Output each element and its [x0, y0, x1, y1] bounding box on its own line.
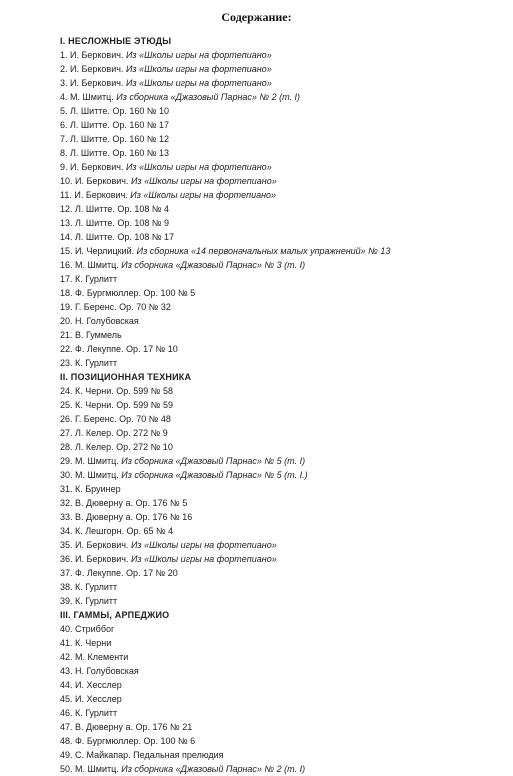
toc-entry [60, 594, 505, 608]
toc-entry-text: 8. Л. Шитте. Ор. 160 № 13 [60, 148, 170, 158]
toc-entry-text: 48. Ф. Бургмюллер. Ор. 100 № 6 [60, 736, 196, 746]
toc-entry-text: 15. И. Черлицкий. [60, 246, 137, 256]
toc-entry-text: 40. Стриббог [60, 624, 115, 634]
toc-entry-text: 43. Н. Голубовская [60, 666, 139, 676]
toc-entry [60, 580, 505, 594]
toc-entry [60, 272, 505, 286]
toc-entry-text: 11. И. Беркович. [60, 190, 131, 200]
toc-entry-text: 35. И. Беркович. [60, 540, 131, 550]
toc-entry-source: Из сборника «14 первоначальных малых упражнений» № 13 [136, 246, 391, 256]
toc-entry-text: 44. И. Хесслер [60, 680, 122, 690]
toc-entry [60, 510, 505, 524]
toc-entry [60, 748, 505, 762]
table-of-contents [60, 34, 505, 776]
toc-entry [60, 440, 505, 454]
toc-entry-text: 26. Г. Беренс. Ор. 70 № 48 [60, 414, 171, 424]
toc-entry-text: 6. Л. Шитте. Ор. 160 № 17 [60, 120, 170, 130]
toc-entry [60, 734, 505, 748]
toc-entry-source: Из «Школы игры на фортепиано» [130, 190, 277, 200]
toc-entry [60, 384, 505, 398]
toc-entry [60, 622, 505, 636]
toc-entry-text: 19. Г. Беренс. Ор. 70 № 32 [60, 302, 171, 312]
toc-entry-text: 29. М. Шмитц. [60, 456, 122, 466]
toc-entry [60, 160, 505, 174]
toc-entry [60, 496, 505, 510]
toc-entry-source: Из сборника «Джазовый Парнас» № 5 (т. I) [121, 456, 306, 466]
toc-entry-text: 21. В. Гуммель [60, 330, 122, 340]
toc-entry [60, 720, 505, 734]
toc-entry [60, 566, 505, 580]
toc-entry-text: 41. К. Черни [60, 638, 112, 648]
toc-entry-text: 7. Л. Шитте. Ор. 160 № 12 [60, 134, 170, 144]
toc-entry-text: 27. Л. Келер. Ор. 272 № 9 [60, 428, 168, 438]
toc-entry-source: Из сборника «Джазовый Парнас» № 3 (т. I) [121, 260, 306, 270]
toc-entry-text: 49. С. Майкапар. Педальная прелюдия [60, 750, 224, 760]
toc-entry [60, 636, 505, 650]
toc-entry-source: Из «Школы игры на фортепиано» [125, 64, 272, 74]
toc-entry-text: 28. Л. Келер. Ор. 272 № 10 [60, 442, 173, 452]
toc-entry [60, 90, 505, 104]
toc-entry [60, 552, 505, 566]
toc-entry [60, 342, 505, 356]
toc-entry [60, 538, 505, 552]
toc-entry-text: 13. Л. Шитте. Ор. 108 № 9 [60, 218, 170, 228]
toc-entry-source: Из «Школы игры на фортепиано» [125, 162, 272, 172]
toc-entry-text: 20. Н. Голубовская [60, 316, 139, 326]
toc-entry [60, 62, 505, 76]
toc-entry [60, 202, 505, 216]
toc-entry [60, 104, 505, 118]
toc-entry [60, 678, 505, 692]
toc-entry [60, 132, 505, 146]
toc-entry [60, 426, 505, 440]
toc-entry-text: 31. К. Бруинер [60, 484, 121, 494]
toc-entry-text: 39. К. Гурлитт [60, 596, 118, 606]
toc-entry-source: Из сборника «Джазовый Парнас» № 2 (т. I) [121, 764, 306, 774]
toc-entry-text: 38. К. Гурлитт [60, 582, 118, 592]
toc-entry [60, 48, 505, 62]
toc-entry [60, 454, 505, 468]
section-heading [60, 608, 505, 622]
toc-entry [60, 524, 505, 538]
toc-entry [60, 300, 505, 314]
section-heading-text: II. ПОЗИЦИОННАЯ ТЕХНИКА [60, 372, 192, 382]
toc-entry-source: Из «Школы игры на фортепиано» [125, 78, 272, 88]
toc-entry-source: Из сборника «Джазовый Парнас» № 5 (т. I.) [121, 470, 308, 480]
toc-entry [60, 328, 505, 342]
toc-entry [60, 356, 505, 370]
toc-entry-source: Из «Школы игры на фортепиано» [130, 554, 277, 564]
toc-entry [60, 258, 505, 272]
toc-entry-text: 46. К. Гурлитт [60, 708, 118, 718]
section-heading [60, 34, 505, 48]
toc-entry [60, 314, 505, 328]
toc-entry [60, 244, 505, 258]
section-heading-text: III. ГАММЫ, АРПЕДЖИО [60, 610, 170, 620]
toc-entry-text: 12. Л. Шитте. Ор. 108 № 4 [60, 204, 170, 214]
toc-entry-text: 10. И. Беркович. [60, 176, 131, 186]
toc-entry-text: 3. И. Беркович. [60, 78, 126, 88]
toc-entry-text: 34. К. Лешгорн. Ор. 65 № 4 [60, 526, 174, 536]
toc-entry [60, 482, 505, 496]
toc-entry-text: 1. И. Беркович. [60, 50, 126, 60]
section-heading-text: I. НЕСЛОЖНЫЕ ЭТЮДЫ [60, 36, 172, 46]
toc-entry-text: 50. М. Шмитц. [60, 764, 122, 774]
toc-entry [60, 762, 505, 776]
toc-entry [60, 230, 505, 244]
toc-entry [60, 174, 505, 188]
toc-entry-text: 37. Ф. Лекуппе. Ор. 17 № 20 [60, 568, 178, 578]
toc-entry-source: Из сборника «Джазовый Парнас» № 2 (т. I) [116, 92, 301, 102]
toc-entry-text: 5. Л. Шитте. Ор. 160 № 10 [60, 106, 170, 116]
page-title: Содержание: [221, 10, 292, 24]
toc-entry [60, 398, 505, 412]
toc-entry [60, 706, 505, 720]
toc-entry-text: 18. Ф. Бургмюллер. Ор. 100 № 5 [60, 288, 196, 298]
toc-entry-text: 2. И. Беркович. [60, 64, 126, 74]
toc-entry-text: 9. И. Беркович. [60, 162, 126, 172]
toc-entry-text: 17. К. Гурлитт [60, 274, 118, 284]
toc-entry-text: 42. М. Клементи [60, 652, 129, 662]
toc-entry [60, 692, 505, 706]
toc-entry-text: 36. И. Беркович. [60, 554, 131, 564]
toc-entry [60, 188, 505, 202]
toc-entry [60, 118, 505, 132]
toc-entry-source: Из «Школы игры на фортепиано» [130, 176, 277, 186]
toc-entry-text: 4. М. Шмитц. [60, 92, 117, 102]
toc-entry [60, 286, 505, 300]
toc-entry-text: 24. К. Черни. Ор. 599 № 58 [60, 386, 173, 396]
toc-entry [60, 650, 505, 664]
toc-entry-text: 30. М. Шмитц. [60, 470, 122, 480]
toc-entry-text: 32. В. Дюверну а. Ор. 176 № 5 [60, 498, 188, 508]
toc-entry-text: 23. К. Гурлитт [60, 358, 118, 368]
toc-entry-text: 16. М. Шмитц. [60, 260, 122, 270]
toc-entry [60, 412, 505, 426]
toc-entry-text: 22. Ф. Лекуппе. Ор. 17 № 10 [60, 344, 178, 354]
toc-entry-text: 33. В. Дюверну а. Ор. 176 № 16 [60, 512, 193, 522]
toc-entry [60, 468, 505, 482]
toc-entry-text: 45. И. Хесслер [60, 694, 122, 704]
toc-entry [60, 146, 505, 160]
toc-entry-source: Из «Школы игры на фортепиано» [125, 50, 272, 60]
toc-entry-text: 25. К. Черни. Ор. 599 № 59 [60, 400, 173, 410]
toc-entry [60, 76, 505, 90]
toc-entry [60, 664, 505, 678]
section-heading [60, 370, 505, 384]
toc-entry [60, 216, 505, 230]
toc-entry-text: 14. Л. Шитте. Ор. 108 № 17 [60, 232, 175, 242]
toc-entry-source: Из «Школы игры на фортепиано» [130, 540, 277, 550]
toc-entry-text: 47. В. Дюверну а. Ор. 176 № 21 [60, 722, 193, 732]
